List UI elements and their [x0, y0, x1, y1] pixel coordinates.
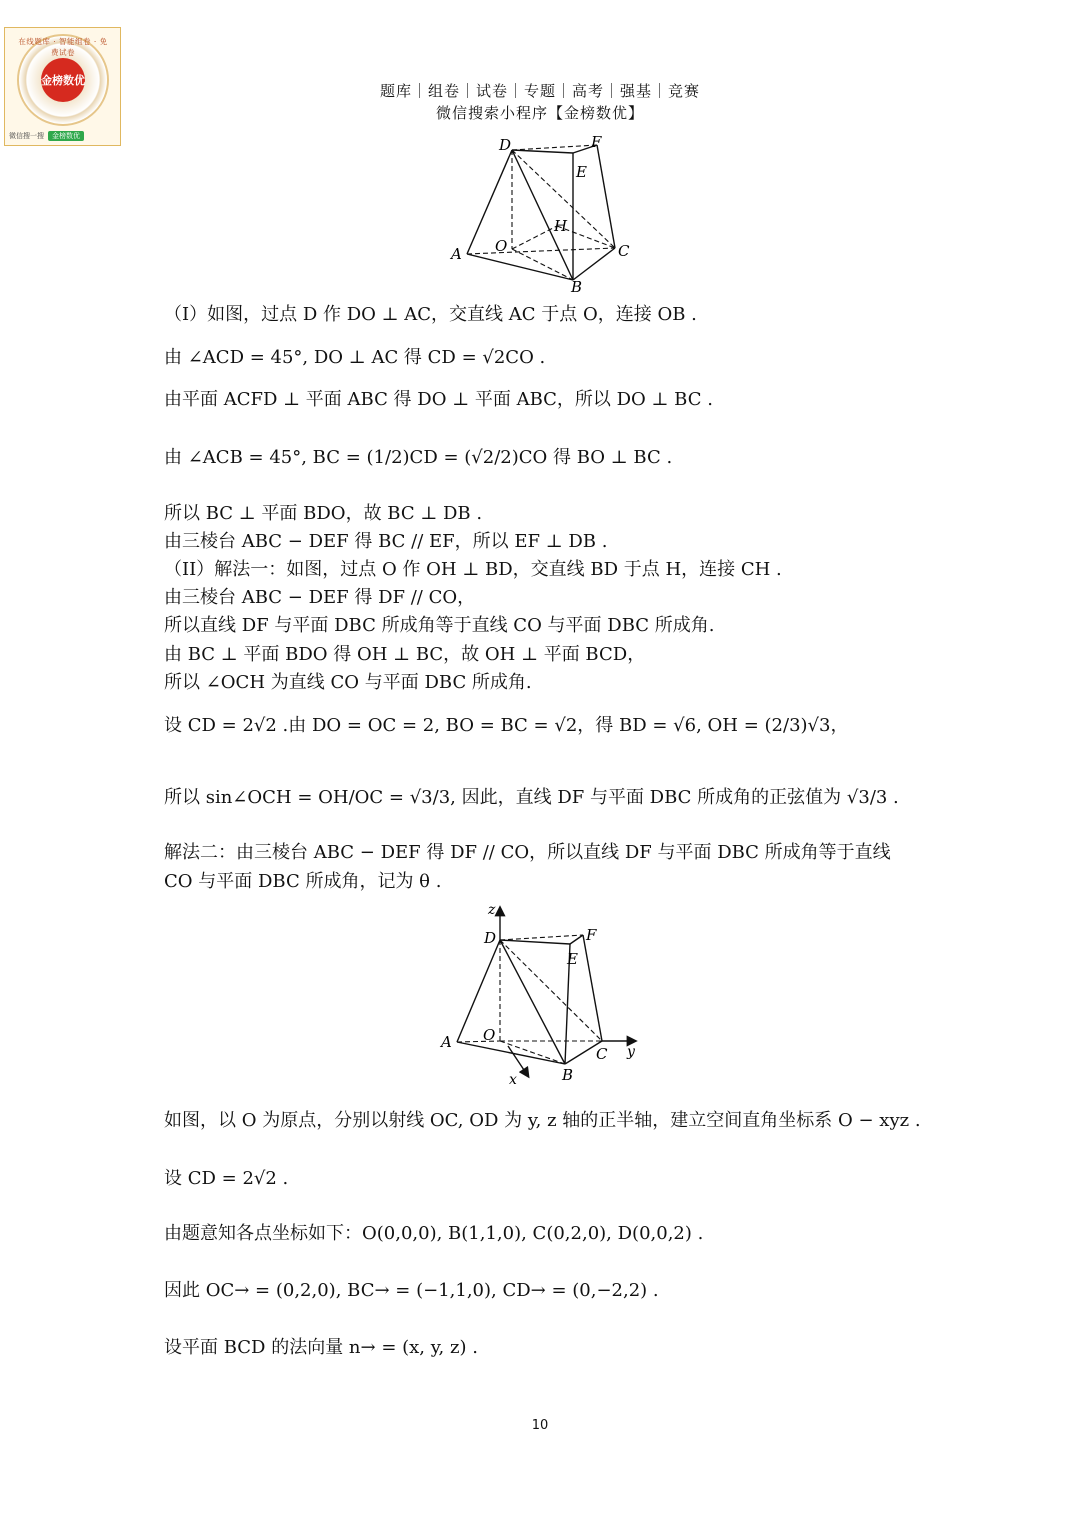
- fig2-label: F: [586, 926, 597, 944]
- solution-line: 由 ∠ACD = 45°, DO ⊥ AC 得 CD = √2CO .: [164, 347, 546, 368]
- fig2-label: y: [627, 1044, 635, 1060]
- qr-footer-right: 金榜数优: [48, 131, 84, 141]
- qr-ring-text: 在线题库 · 智能组卷 · 免费试卷: [18, 37, 108, 57]
- qr-footer: [9, 131, 116, 141]
- figure-1-frustum: [440, 130, 650, 300]
- fig1-label: B: [571, 278, 583, 296]
- qr-footer-left: 微信搜一搜: [9, 132, 44, 140]
- qr-logo: 金榜数优: [41, 58, 85, 102]
- solution-line: （II）解法一：如图，过点 O 作 OH ⊥ BD，交直线 BD 于点 H，连接 CH .: [164, 559, 782, 580]
- fig1-label: C: [618, 242, 630, 260]
- fig1-label: E: [576, 163, 587, 181]
- fig2-label: E: [567, 950, 578, 968]
- solution-line: 由三棱台 ABC − DEF 得 BC // EF，所以 EF ⊥ DB .: [164, 531, 608, 552]
- header-nav-line: 题库｜组卷｜试卷｜专题｜高考｜强基｜竞赛: [379, 82, 700, 100]
- fig2-label: x: [509, 1072, 517, 1088]
- solution-line: CO 与平面 DBC 所成角，记为 θ .: [164, 871, 442, 892]
- solution-line: 因此 OC→ = (0,2,0), BC→ = (−1,1,0), CD→ = (0,−2,2) .: [164, 1280, 659, 1301]
- fig1-label: A: [451, 245, 462, 263]
- solution-line: 设 CD = 2√2 .由 DO = OC = 2, BO = BC = √2，得 BD = √6, OH = (2/3)√3，: [164, 715, 849, 736]
- solution-line: 设 CD = 2√2 .: [164, 1168, 289, 1189]
- solution-line: 所以直线 DF 与平面 DBC 所成角等于直线 CO 与平面 DBC 所成角.: [164, 615, 715, 636]
- fig1-label: F: [591, 133, 602, 151]
- solution-line: 由题意知各点坐标如下：O(0,0,0), B(1,1,0), C(0,2,0), D(0,0,2) .: [164, 1223, 704, 1244]
- solution-line: 由 BC ⊥ 平面 BDO 得 OH ⊥ BC，故 OH ⊥ 平面 BCD，: [164, 644, 646, 665]
- fig1-label: O: [495, 237, 508, 255]
- solution-line: 由三棱台 ABC − DEF 得 DF // CO，: [164, 587, 476, 608]
- solution-line: 所以 sin∠OCH = OH/OC = √3/3, 因此，直线 DF 与平面 DBC 所成角的正弦值为 √3/3 .: [164, 787, 899, 808]
- fig1-label: H: [554, 217, 568, 235]
- fig2-label: B: [562, 1066, 574, 1084]
- page-number: 10: [531, 1418, 549, 1433]
- fig2-label: A: [441, 1033, 452, 1051]
- fig2-label: z: [488, 902, 496, 918]
- fig2-label: D: [484, 929, 497, 947]
- solution-line: （I）如图，过点 D 作 DO ⊥ AC，交直线 AC 于点 O，连接 OB .: [164, 304, 697, 325]
- solution-line: 所以 ∠OCH 为直线 CO 与平面 DBC 所成角.: [164, 672, 532, 693]
- fig2-label: C: [596, 1045, 608, 1063]
- header-search-line: 微信搜索小程序【金榜数优】: [435, 104, 644, 122]
- solution-line: 设平面 BCD 的法向量 n→ = (x, y, z) .: [164, 1337, 478, 1358]
- fig2-label: O: [483, 1026, 496, 1044]
- solution-line: 由 ∠ACB = 45°, BC = (1/2)CD = (√2/2)CO 得 BO ⊥ BC .: [164, 447, 673, 468]
- solution-line: 解法二：由三棱台 ABC − DEF 得 DF // CO，所以直线 DF 与平面 DBC 所成角等于直线: [164, 842, 891, 863]
- solution-line: 如图，以 O 为原点，分别以射线 OC, OD 为 y, z 轴的正半轴，建立空间直角坐标系 O − xyz .: [164, 1110, 921, 1131]
- solution-line: 由平面 ACFD ⊥ 平面 ABC 得 DO ⊥ 平面 ABC，所以 DO ⊥ BC .: [164, 389, 713, 410]
- figure-2-coordinate-frustum: [430, 898, 660, 1088]
- fig1-label: D: [499, 136, 512, 154]
- solution-line: 所以 BC ⊥ 平面 BDO，故 BC ⊥ DB .: [164, 503, 483, 524]
